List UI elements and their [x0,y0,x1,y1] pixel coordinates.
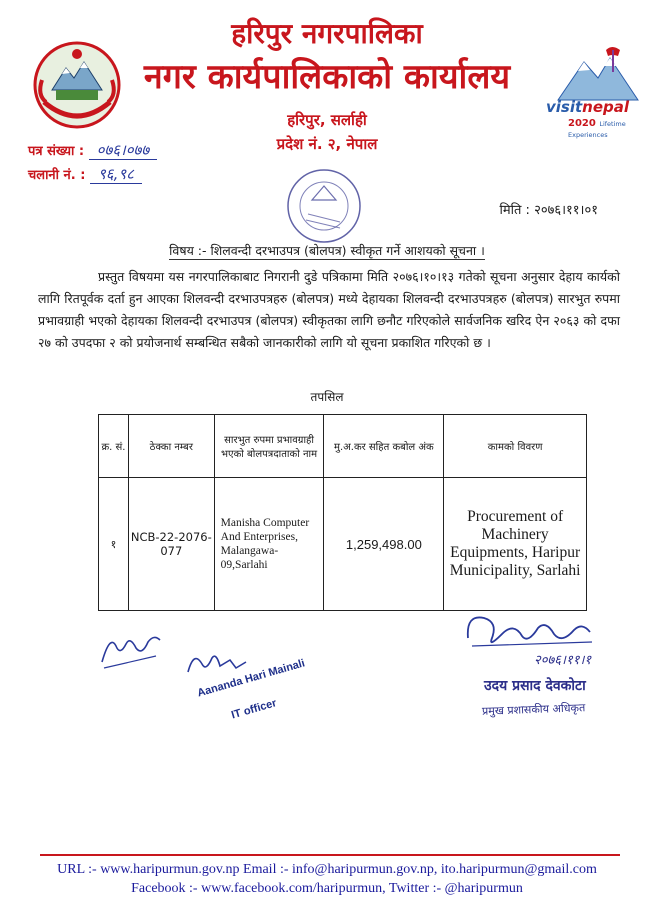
chief-name-stamp: उदय प्रसाद देवकोटा [484,678,586,694]
municipality-name: हरिपुर नगरपालिका [231,17,423,50]
chief-signature-date: २०७६।११।१ [534,653,592,668]
footer-social-line: Facebook :- www.facebook.com/haripurmun, Twitter :- @haripurmun [131,881,523,896]
cell-contract-no: NCB-22-2076-077 [128,478,214,611]
issue-date: मिति : २०७६।११।०१ [499,203,598,218]
notice-body: प्रस्तुत विषयमा यस नगरपालिकाबाट निगरानी दुडे पत्रिकामा मिति २०७६।१०।१३ गतेको सूचना अनुसार देहाय कार्यको लागि रितपूर्वक दर्ता हुन आएका शिलवन्दी दरभाउपत्रहरु (बोलपत्र) मध्ये देहायका शिलवन्दी दरभाउपत्रहरु (बोलपत्र) सारभुत रुपमा प्रभावग्राही भएको देहायका शिलवन्दी दरभाउपत्र (बोलपत्र) स्वीकृतका लागि छनौट गरिएकोले सार्वजनिक खरिद ऐन २०६३ को दफा २७ को उपदफा २ को प्रयोजनार्थ सम्बन्धित सबैको जानकारीको लागि यो सूचना प्रकाशित गरिएको छ । [38,269,620,350]
header-contract-no: ठेक्का नम्बर [128,415,214,478]
province-line: प्रदेश नं. २, नेपाल [276,135,378,153]
cell-work-description: Procurement of Machinery Equipments, Haripur Municipality, Sarlahi [444,478,587,611]
footer-contact-line: URL :- www.haripurmun.gov.np Email :- info@haripurmun.gov.np, ito.haripurmun@gmail.com [57,862,597,877]
chalani-label: चलानी नं. : [28,168,86,183]
visit-nepal-year: 2020 Lifetime Experiences [568,118,626,139]
cell-bidder-name: Manisha Computer And Enterprises, Malangawa-09,Sarlahi [214,478,324,611]
bid-table [98,414,587,611]
schedule-heading: तपसिल [310,390,344,404]
cell-sn: १ [99,478,129,611]
patra-value: ०७६।०७७ [89,141,158,160]
header-work-description: कामको विवरण [444,415,587,478]
chalani-value: ९६,९८ [90,165,142,184]
subject-line: विषय :- शिलवन्दी दरभाउपत्र (बोलपत्र) स्वीकृत गर्ने आशयको सूचना । [169,243,485,258]
handwritten-signature-chief [462,608,612,654]
chalani-row [28,164,142,184]
patra-sankhya-row [28,140,157,160]
handwritten-signature-left [96,626,166,672]
office-address: हरिपुर, सर्लाही [287,111,367,129]
officer-name-stamp: Aananda Hari Mainali [196,657,307,700]
table-row [99,478,587,611]
officer-title-stamp: IT officer [230,697,278,722]
cell-amount: 1,259,498.00 [324,478,444,611]
patra-label: पत्र संख्या : [28,144,85,159]
chief-title-stamp: प्रमुख प्रशासकीय अधिकृत [481,701,586,718]
header-sn: क्र. सं. [99,415,129,478]
footer-divider [40,854,620,856]
header-bidder-name: सारभुत रुपमा प्रभावग्राही भएको बोलपत्रदाताको नाम [214,415,324,478]
office-round-seal [282,164,366,248]
header-amount: मु.अ.कर सहित कबोल अंक [324,415,444,478]
visit-nepal-wordmark: visitnepal [546,98,630,116]
office-name: नगर कार्यपालिकाको कार्यालय [143,57,511,97]
table-header-row [99,415,587,478]
